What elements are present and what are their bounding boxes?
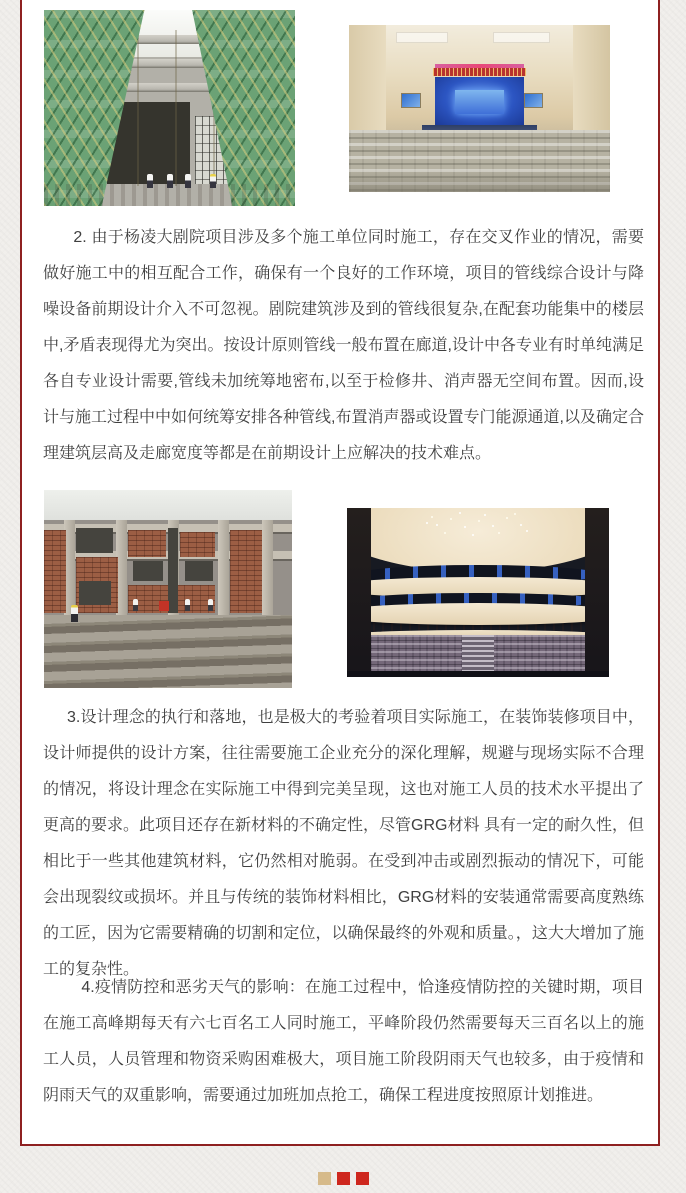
worker-figure (185, 599, 190, 611)
paragraph-4: 4.疫情防控和恶劣天气的影响：在施工过程中，恰逢疫情防控的关键时期，项目在施工高峰期每天有六七百名工人同时施工，平峰阶段仍然需要每天三百名以上的施工人员，人员管理和物资采购困难极大，项目施工阶段阴雨天气也较多，由于疫情和阴雨天气的双重影响，需要通过加班加点抢工，确保工程进度按照原计划推进。 (43, 979, 644, 1104)
led-banner (433, 68, 527, 76)
center-aisle (462, 635, 493, 672)
side-screen (401, 93, 421, 108)
worker-figure (167, 174, 173, 188)
stage-screen (455, 90, 505, 113)
tiered-steps (44, 615, 292, 688)
footer-dot-tan (318, 1172, 331, 1185)
star-ceiling (347, 508, 609, 572)
side-screen (524, 93, 544, 108)
worker-figure (210, 174, 216, 188)
brick-wall (128, 530, 165, 558)
paragraph-3: 3.设计理念的执行和落地，也是极大的考验着项目实际施工，在装饰装修项目中，设计师提供的设计方案，往往需要施工企业充分的深化理解，规避与现场实际不合理的情况，将设计理念在实际施工中得到完美呈现，这也对施工人员的技术水平提出了更高的要求。此项目还存在新材料的不确定性，尽管GRG材料 具有一定的耐久性，但相比于一些其他建筑材料，它仍然相对脆弱。在受到冲击或剧烈振动的情况下，可能会出现裂纹或损坏。并且与传统的装饰材料相比，GRG材料的安装通常需要高度熟练的工匠，因为它需要精确的切割和定位，以确保最终的外观和质量。，这大大增加了施工的复杂性。 (43, 709, 644, 978)
article-card (20, 0, 660, 1146)
worker-figure (133, 599, 138, 611)
photo-finished-hall-grg-balconies[interactable] (347, 508, 609, 677)
article-body (22, 0, 658, 1144)
photo-auditorium-blue-stage[interactable] (349, 25, 610, 192)
brick-wall (44, 530, 66, 613)
brick-wall (180, 532, 215, 558)
ceiling-lights (426, 522, 428, 524)
brick-wall (230, 530, 262, 613)
stage (435, 77, 524, 125)
footer-dot-red (337, 1172, 350, 1185)
fire-extinguisher-box (159, 601, 169, 611)
paragraph-2: 2. 由于杨凌大剧院项目涉及多个施工单位同时施工，存在交叉作业的情况，需要做好施工中的相互配合工作，确保有一个良好的工作环境，项目的管线综合设计与降噪设备前期设计介入不可忽视。剧院建筑涉及到的管线很复杂,在配套功能集中的楼层中,矛盾表现得尤为突出。按设计原则管线一般布置在廊道,设计中各专业有时单纯满足各自专业设计需要,管线未加统筹地密布,以至于检修井、消声器无空间布置。因而,设计与施工过程中中如何统筹安排各种管线,布置消声器或设置专门能源通道,以及确定合理建筑层高及走廊宽度等都是在前期设计上应解决的技术难点。 (43, 229, 644, 462)
worker-figure (208, 599, 213, 611)
worker-figure (185, 174, 191, 188)
worker-figure (147, 174, 153, 188)
footer-dot-red (356, 1172, 369, 1185)
worker-figure (71, 605, 78, 622)
grg-balcony-ribbon (347, 603, 609, 625)
photo-brick-auditorium-construction[interactable] (44, 490, 292, 688)
photo-theatre-shell-construction[interactable] (44, 10, 295, 206)
footer-dots (0, 1172, 686, 1185)
sky-area (44, 490, 292, 520)
